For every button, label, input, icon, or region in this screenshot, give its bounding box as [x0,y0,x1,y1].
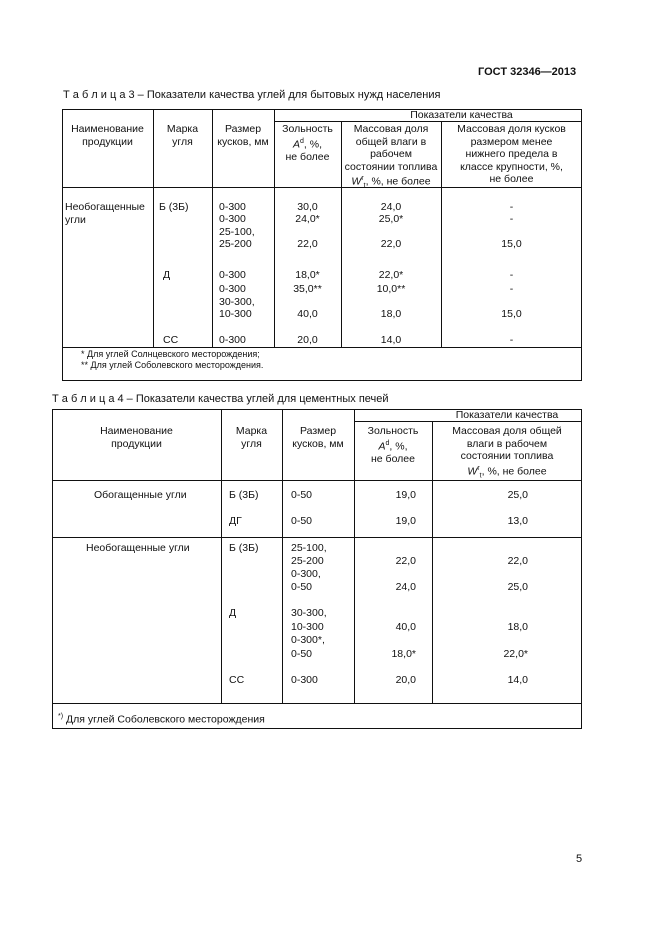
table3-quality-header: Показатели качества [410,109,513,121]
table-cell: 40,0 [297,308,318,320]
table-cell: 35,0** [293,283,322,295]
table-cell: 24,0 [380,201,402,213]
table-cell: Б (3Б) [229,542,259,554]
table-cell: - [509,213,514,225]
table4-hline-groups [52,537,582,538]
table-cell: 0-300 [219,283,246,295]
table-cell: 18,0 [507,621,528,633]
table-cell: - [509,269,514,281]
table3-note-2: ** Для углей Соболевского месторождения. [81,360,264,370]
table3-product-header: Наименование продукции [71,123,144,148]
table-cell: - [509,201,514,213]
table4-grade-header: Марка угля [235,425,268,450]
table4-vline-1 [221,409,222,703]
table-cell: 25,0 [507,489,528,501]
table-cell: ДГ [229,515,242,527]
table3-size-header: Размер кусков, мм [217,123,269,148]
table-cell: 0-300 [219,201,246,213]
table3-fines-header: Массовая доля кусков размером менее нижнего предела в классе крупности, %, не более [457,123,566,185]
table-cell: 0-50 [291,648,313,660]
table-cell: 22,0 [380,238,402,250]
table4-quality-header: Показатели качества [455,409,559,421]
table-cell: 10-300 [219,308,252,320]
table-cell: 40,0 [395,621,416,633]
table-cell: 18,0* [295,269,320,281]
table-cell: 22,0 [507,555,528,567]
table-cell: - [509,283,514,295]
table-cell: СС [163,334,179,346]
table-cell: 25-200 [219,238,252,250]
table-cell: 0-300 [291,674,318,686]
table-cell: 19,0 [395,515,416,527]
table3-caption: Т а б л и ц а 3 – Показатели качества углей для бытовых нужд населения [63,89,441,101]
table-cell: 25,0* [378,213,404,225]
table4-product-header: Наименование продукции [100,425,173,450]
standard-number: ГОСТ 32346—2013 [478,66,577,78]
table-cell: 30-300, [219,296,255,308]
table4-size-header: Размер кусков, мм [292,425,344,450]
table3-product-name: Необогащенные угли [65,201,145,226]
table3-hline-notes [62,347,582,348]
table-cell: 19,0 [395,489,416,501]
table4-ash-header: Зольность $A^d$, %, не более [367,425,419,465]
table-cell: 22,0* [503,648,528,660]
table-cell: 10-300 [291,621,324,633]
table3-hline-header [62,187,582,188]
table4-vline-2 [282,409,283,703]
table-cell: 20,0 [297,334,318,346]
table-cell: СС [229,674,245,686]
table-cell: 0-50 [291,581,313,593]
table-cell: 15,0 [501,238,522,250]
table-cell: 14,0 [507,674,528,686]
table-cell: Д [229,607,237,619]
table-cell: 25,0 [507,581,528,593]
table3-grade-header: Марка угля [166,123,199,148]
table-cell: Д [163,269,171,281]
table3-note-1: * Для углей Солнцевского месторождения; [81,349,260,359]
table-cell: 0-300, [291,568,321,580]
table4-note: *) Для углей Соболевского месторождения [58,713,265,726]
table-cell: 24,0 [395,581,416,593]
table4-unenriched-name: Необогащенные угли [86,542,190,554]
table-cell: Б (3Б) [229,489,259,501]
table-cell: 30,0 [297,201,318,213]
table-cell: 15,0 [501,308,522,320]
table-cell: 0-300 [219,334,246,346]
table-cell: 22,0 [395,555,416,567]
table-cell: Б (3Б) [159,201,189,213]
table-cell: 24,0* [295,213,320,225]
table-cell: 25-200 [291,555,324,567]
table-cell: 0-50 [291,515,313,527]
table-cell: 25-100, [291,542,327,554]
table-cell: - [509,334,514,346]
table-cell: 0-300 [219,213,246,225]
table-cell: 22,0* [378,269,404,281]
table-cell: 25-100, [219,226,255,238]
table4-caption: Т а б л и ц а 4 – Показатели качества углей для цементных печей [52,393,389,405]
table-cell: 0-50 [291,489,313,501]
page-number: 5 [576,853,583,865]
table-cell: 14,0 [380,334,402,346]
table-cell: 22,0 [297,238,318,250]
table4-hline-notes [52,703,582,704]
table-cell: 0-300*, [291,634,325,646]
table3-moisture-header: Массовая доля общей влаги в рабочем состоянии топлива $W^r_t$, %, не более [344,123,438,190]
table-cell: 18,0* [391,648,416,660]
table-cell: 30-300, [291,607,327,619]
table4-moisture-header: Массовая доля общей влаги в рабочем состоянии топлива $W^r_t$, %, не более [452,425,562,480]
table-cell: 0-300 [219,269,246,281]
table4-enriched-name: Обогащенные угли [94,489,187,501]
table-cell: 18,0 [380,308,402,320]
table-cell: 20,0 [395,674,416,686]
table-cell: 10,0** [376,283,406,295]
table-cell: 13,0 [507,515,528,527]
table3-ash-header: Зольность $A^d$, %, не более [282,123,333,163]
